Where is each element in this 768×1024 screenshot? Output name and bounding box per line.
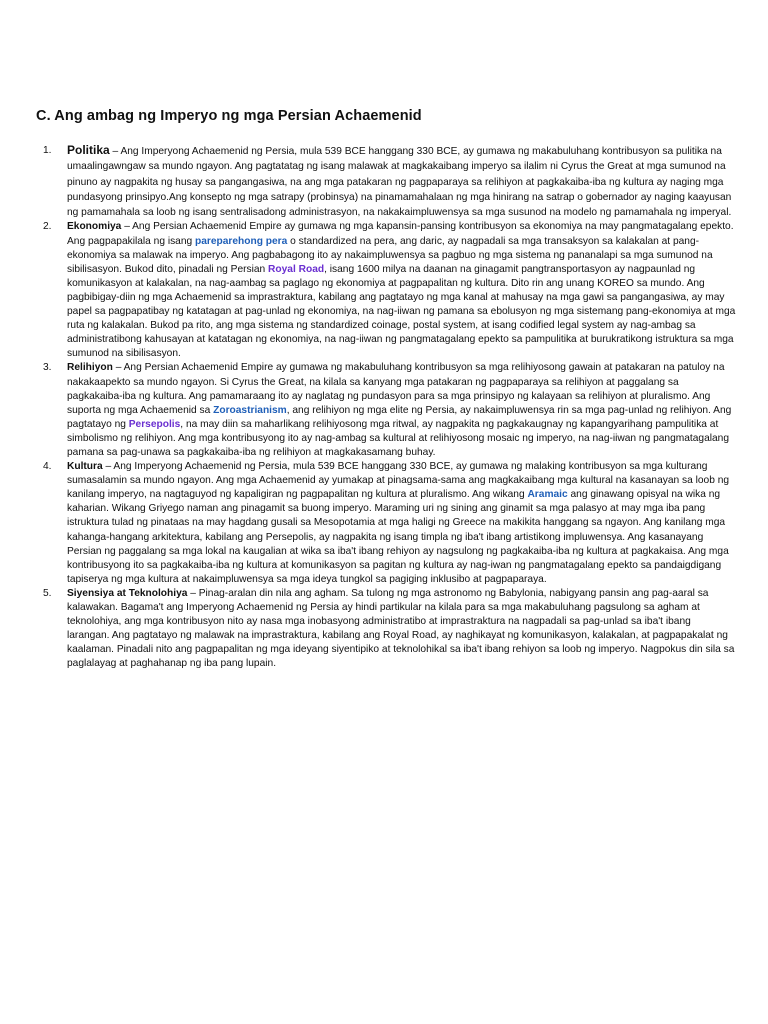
item-body: , isang 1600 milya na daanan na ginagamit pangtransportasyon ay nagpaunlad ng komunikasyon at kalakalan, na nag-aambag sa paglago ng ekonomiya at pagpapalitan ng kultura. Dito rin ang unang KOREO sa mundo. Ang pagbibigay-diin ng mga Achaemenid sa imprastraktura, kabilang ang pagtatayo ng mga kanal at mahusay na mga gawi sa pangangasiwa, ay may papel sa pagpapatibay ng katatagan at pag-unlad ng ekonomiya, na nag-iiwan ng pamana sa ebolusyon ng mga sistemang pang-ekonomiya at mga ruta ng kalakalan. Bukod pa rito, ang mga sistema ng standardized coinage, postal system, at isang codified legal system ay nag-ambag sa administratibong kahusayan at katatagan ng ekonomiya, na nag-iiwan ng pangmatagalang epekto sa pampulitika at burukratikong istruktura sa mga sumunod na sibilisasyon. (67, 263, 736, 360)
list-item-text (67, 587, 736, 672)
list-item-text (67, 361, 736, 460)
item-term: Politika (67, 143, 110, 157)
item-body: – Ang Imperyong Achaemenid ng Persia, mula 539 BCE hanggang 330 BCE, ay gumawa ng malaking kontribusyon sa mga kulturang sumasalamin sa mundo ngayon. Ang mga Achaemenid ay yumakap at pinagsama-sama ang magkakaibang mga kultural na kasanayan sa loob ng kanilang imperyo, na nagtaguyod ng kapaligiran ng pagpapalitan ng kultura at pluralismo. Ang wikang (67, 461, 730, 501)
numbered-list (36, 143, 736, 671)
item-term: Siyensiya at Teknolohiya (67, 587, 188, 599)
list-item-kultura (36, 460, 736, 587)
highlight-pareparehong-pera: pareparehong pera (195, 235, 288, 247)
list-item-ekonomiya (36, 220, 736, 361)
item-term: Ekonomiya (67, 221, 122, 233)
item-body: o standardized na pera, ang daric, ay nagpadali sa mga transaksyon sa kalakalan at pang-ekonomiya sa malawak na imperyo. Ang pagbabagong ito ay nakaimpluwensya sa pagbuo ng mga sistema ng pananalapi sa mga sumunod na sibilisasyon. Bukod dito, pinadali ng Persian (67, 235, 713, 275)
list-item-text (67, 220, 736, 361)
highlight-royal-road: Royal Road (268, 263, 325, 275)
highlight-zoroastrianism: Zoroastrianism (213, 404, 287, 416)
list-number: 2. (43, 221, 52, 233)
item-body: ang ginawang opisyal na wika ng kaharian. Wikang Griyego naman ang pinagamit sa buong imperyo. Maraming uri ng sining ang ginamit sa mga palasyo at may mga iba pang istruktura tulad ng pinataas na may hagdang gusali sa Mesopotamia at mga haligi ng Greece na makikita hanggang sa ngayon. Ang kanilang mga kahanga-hangang arkitektura, kabilang ang Persepolis, ay nagpakita ng isang timpla ng iba't ibang artistikong impluwensya. Ang kasanayang Persian ng paggalang sa mga lokal na kaugalian at wika sa iba't ibang rehiyon ay nagsulong ng pagkakaiba-iba ng kultura at pagkakaisa. Ang mga kontribusyong ito sa pagkakaiba-iba ng kultura at komunikasyon sa pagitan ng kultura ay nag-iwan ng pangmatagalang epekto sa pandaigdigang tapiserya ng mga kultura at nakaimpluwensya sa mga ideya tungkol sa pagiging inklusibo at pagpaparaya. (67, 489, 729, 585)
list-item-siyensiya (36, 587, 736, 672)
item-body: – Ang Persian Achaemenid Empire ay gumawa ng makabuluhang kontribusyon sa mga relihiyosong gawain at patakaran na patuloy na nakakaapekto sa mundo ngayon. Si Cyrus the Great, na kilala sa kanyang mga patakaran ng pagpaparaya sa relihiyon at paggalang sa pagkakaiba-iba ng kultura. Ang pamamaraang ito ay naglatag ng pundasyon para sa mga prinsipyo ng kalayaan sa relihiyon at pluralismo. Ang suporta ng mga Achaemenid sa (67, 362, 725, 416)
list-number: 3. (43, 362, 52, 374)
item-body: – Ang Imperyong Achaemenid ng Persia, mula 539 BCE hanggang 330 BCE, ay gumawa ng makabuluhang kontribusyon sa pulitika na umaalingawngaw sa mundo ngayon. Ang pagtatatag ng isang malawak at magkakaibang imperyo sa ilalim ni Cyrus the Great at mga sumunod na pinuno ay nagpakita ng husay sa pangangasiwa, na ang mga patakaran ng pagpaparaya sa relihiyon at pagkakaiba-iba ng kultura ay naging mga pundasyong prinsipyo.Ang konsepto ng mga satrapy (probinsya) na pinamamahalaan ng mga hinirang na satrap o gobernador ay naging kaayusan ng pamamahala sa loob ng isang sentralisadong administrasyon, na nakakaimpluwensya sa mga susunod na modelo ng pamamahala ng imperyal. (67, 146, 732, 219)
list-number: 1. (43, 145, 52, 156)
list-item-relihiyon (36, 361, 736, 460)
list-item-politika (36, 143, 736, 220)
item-body: – Pinag-aralan din nila ang agham. Sa tulong ng mga astronomo ng Babylonia, nabigyang pansin ang pag-aaral sa kalawakan. Bagama't ang Imperyong Achaemenid ng Persia ay hindi partikular na kilala para sa mga makabuluhang pagsulong sa agham at teknolohiya, ang mga kontribusyon nito ay nasa mga inobasyong administratibo at imprastraktura na nagpadali sa pag-unlad sa iba't ibang larangan. Ang pagtatayo ng malawak na imprastraktura, kabilang ang Royal Road, ay naghikayat ng komunikasyon, kalakalan, at pagpapakalat ng kaalaman. Pinadali nito ang pagpapalitan ng mga ideyang siyentipiko at teknolohikal sa iba't ibang rehiyon sa loob ng imperyo. Nagpokus din sila sa paglalayag at paghahanap ng iba pang lupain. (67, 587, 735, 670)
section-heading: C. Ang ambag ng Imperyo ng mga Persian Achaemenid (36, 108, 422, 124)
list-item-text (67, 460, 736, 587)
list-number: 5. (43, 587, 52, 599)
item-body: – Ang Persian Achaemenid Empire ay gumawa ng mga kapansin-pansing kontribusyon sa ekonomiya na may pangmatagalang epekto. Ang pagpapakilala ng isang (67, 221, 734, 247)
highlight-persepolis: Persepolis (128, 418, 181, 430)
item-body: , na may diin sa maharlikang relihiyosong mga ritwal, ay nagpakita ng pagkakaugnay ng kapangyarihang pampulitika at simbolismo ng relihiyon. Ang mga kontribusyong ito ay nag-ambag sa kultural at relihiyosong mosaic ng imperyo, na nag-iiwan ng pangmatagalang pamana sa pag-unawa sa pagkakaiba-iba ng relihiyon at magkakasamang buhay. (67, 418, 729, 458)
list-number: 4. (43, 461, 52, 473)
item-term: Relihiyon (67, 362, 113, 374)
item-term: Kultura (67, 461, 103, 473)
list-item-text (67, 143, 736, 220)
item-body: , ang relihiyon ng mga elite ng Persia, ay nakaimpluwensya rin sa mga pag-unlad ng relihiyon. Ang pagtatayo ng (67, 404, 732, 430)
highlight-aramaic: Aramaic (527, 489, 568, 501)
